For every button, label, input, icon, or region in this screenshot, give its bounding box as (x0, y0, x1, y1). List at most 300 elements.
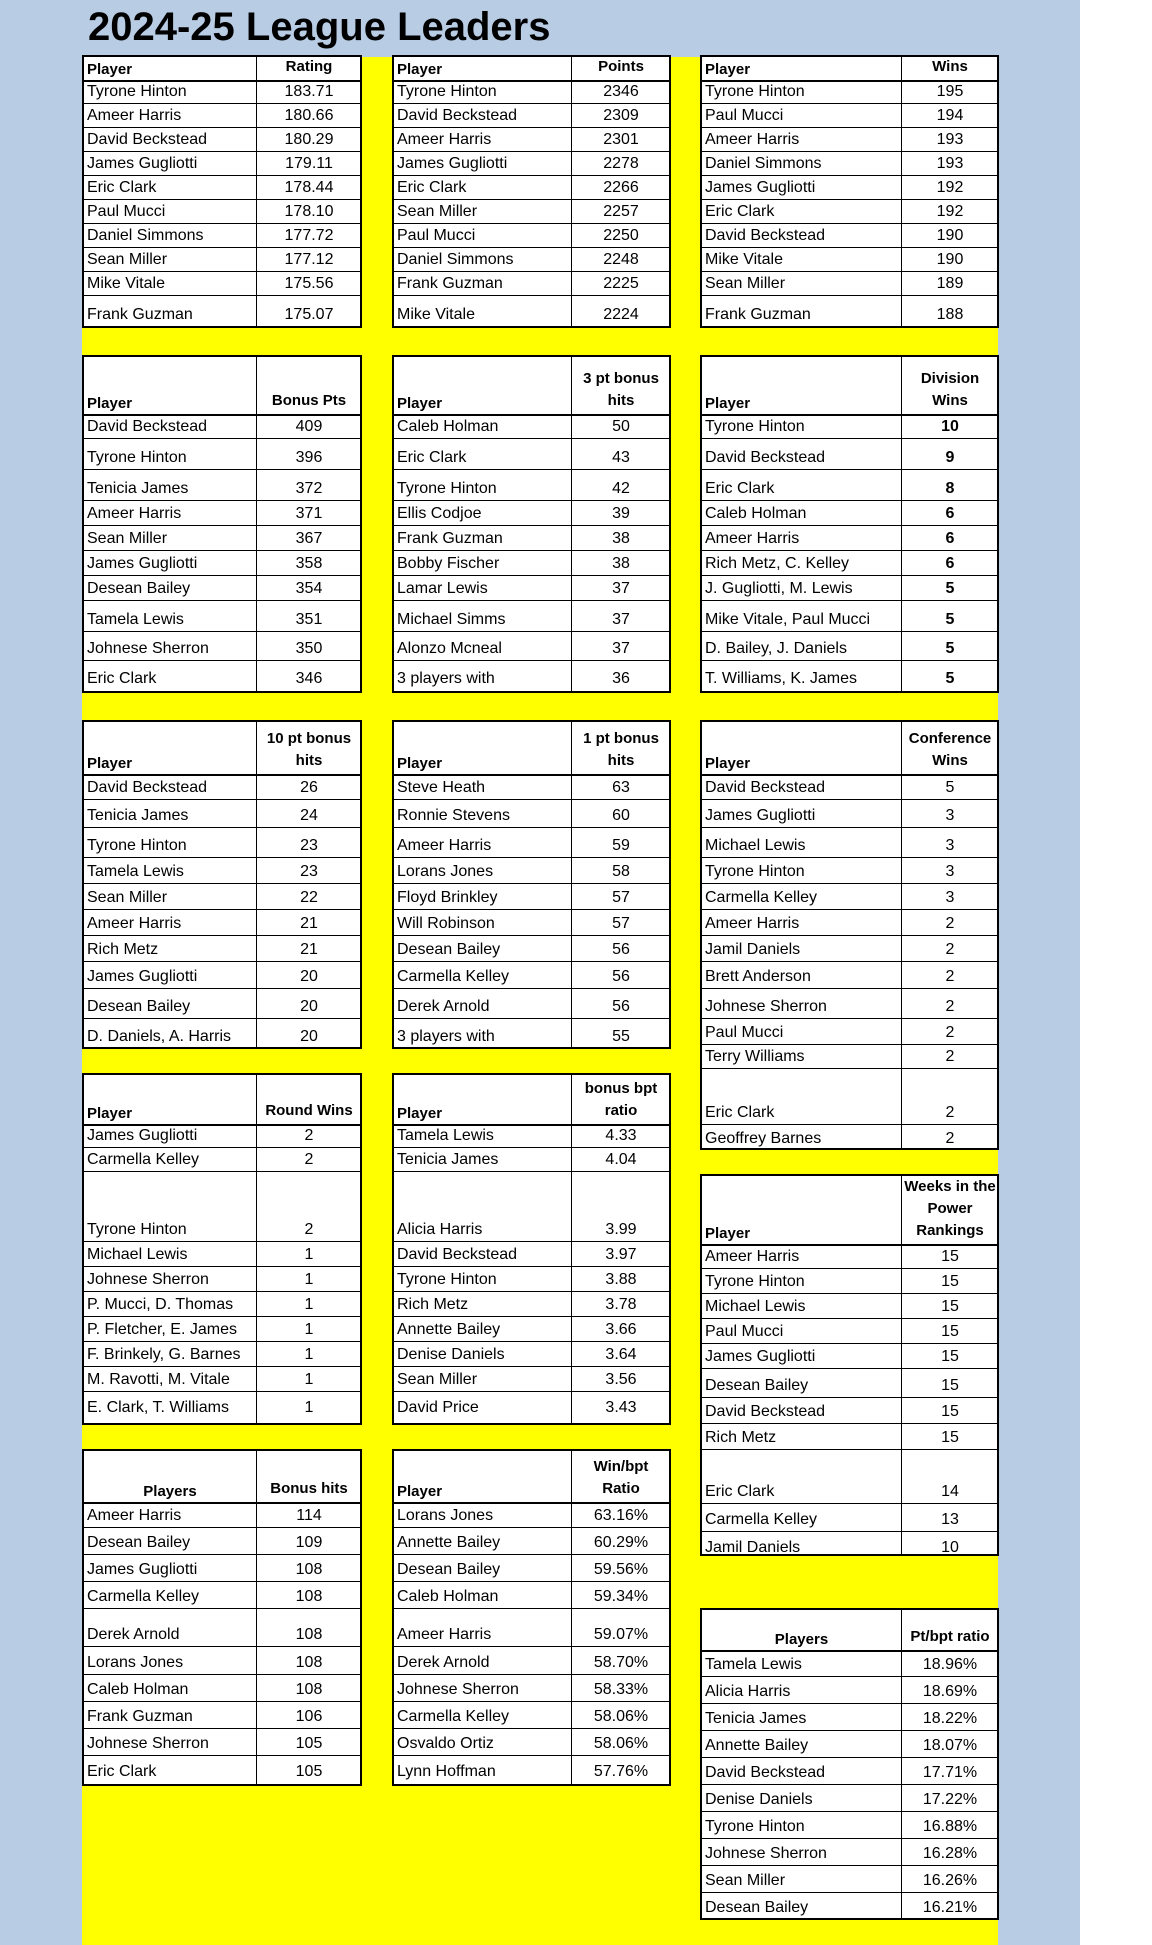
player-cell: Jamil Daniels (705, 941, 801, 958)
header-player: Players (774, 1631, 829, 1648)
value-cell: 108 (295, 1588, 323, 1605)
header-player: Player (87, 395, 133, 412)
player-cell: Tenicia James (87, 480, 189, 497)
value-cell: 10 (941, 418, 959, 435)
player-cell: Paul Mucci (705, 1323, 784, 1340)
table-row (702, 470, 997, 501)
table-row (702, 414, 997, 439)
table-header (702, 1176, 997, 1246)
table-row (702, 800, 997, 828)
player-cell: Carmella Kelley (87, 1151, 200, 1168)
player-cell: Ameer Harris (397, 1626, 492, 1643)
value-cell: 106 (295, 1708, 323, 1725)
header-value: Rating (285, 58, 333, 75)
table-ten-pt (82, 720, 362, 1049)
header-value: 10 pt bonus hits (266, 730, 352, 769)
table-row (702, 551, 997, 576)
table-row (84, 1367, 360, 1392)
table-round-wins (82, 1073, 362, 1425)
player-cell: Daniel Simmons (87, 227, 204, 244)
table-row (702, 858, 997, 884)
table-row (84, 1342, 360, 1367)
player-cell: Geoffrey Barnes (705, 1130, 822, 1147)
value-cell: 16.88% (922, 1818, 978, 1835)
table-row (84, 1555, 360, 1582)
value-cell: 5 (945, 670, 955, 687)
table-row (84, 1242, 360, 1267)
value-cell: 23 (300, 837, 318, 854)
table-row (84, 1528, 360, 1555)
player-cell: Tyrone Hinton (87, 449, 187, 466)
player-cell: Eric Clark (705, 1483, 775, 1500)
table-row (702, 80, 997, 104)
value-cell: 192 (936, 203, 964, 220)
value-cell: 2 (304, 1127, 314, 1144)
table-row (84, 1756, 360, 1783)
table-header (84, 722, 360, 776)
page-title: 2024-25 League Leaders (88, 5, 551, 49)
player-cell: David Beckstead (87, 131, 208, 148)
table-bonus-pts (82, 355, 362, 693)
player-cell: Caleb Holman (397, 1588, 499, 1605)
value-cell: 21 (300, 915, 318, 932)
player-cell: J. Gugliotti, M. Lewis (705, 580, 853, 597)
table-row (394, 1317, 669, 1342)
value-cell: 396 (295, 449, 323, 466)
table-row (394, 1267, 669, 1292)
player-cell: Johnese Sherron (87, 1735, 209, 1752)
header-player: Players (143, 1483, 197, 1500)
player-cell: Lorans Jones (397, 1507, 494, 1524)
table-row (394, 1242, 669, 1267)
player-cell: James Gugliotti (705, 179, 816, 196)
player-cell: P. Mucci, D. Thomas (87, 1296, 234, 1313)
player-cell: Annette Bailey (397, 1534, 501, 1551)
value-cell: 20 (300, 998, 318, 1015)
table-row (702, 1866, 997, 1893)
value-cell: 56 (612, 998, 630, 1015)
header-player: Player (705, 755, 751, 772)
table-wins (700, 55, 999, 328)
value-cell: 60.29% (593, 1534, 649, 1551)
player-cell: Lamar Lewis (397, 580, 488, 597)
player-cell: Ameer Harris (705, 131, 800, 148)
table-row (394, 296, 669, 326)
player-cell: Paul Mucci (397, 227, 476, 244)
player-cell: Mike Vitale (397, 306, 475, 323)
table-row (394, 1342, 669, 1367)
player-cell: Floyd Brinkley (397, 889, 498, 906)
value-cell: 5 (945, 640, 955, 657)
player-cell: Tyrone Hinton (397, 480, 497, 497)
player-cell: Derek Arnold (397, 1654, 490, 1671)
table-row (84, 80, 360, 104)
value-cell: 3.78 (605, 1296, 637, 1313)
player-cell: Derek Arnold (87, 1626, 180, 1643)
table-row (84, 1647, 360, 1675)
value-cell: 50 (612, 418, 630, 435)
table-row (702, 1069, 997, 1125)
player-cell: Eric Clark (705, 480, 775, 497)
table-row (702, 1269, 997, 1294)
player-cell: Frank Guzman (705, 306, 811, 323)
player-cell: Steve Heath (397, 779, 486, 796)
value-cell: 4.33 (605, 1127, 637, 1144)
table-row (702, 989, 997, 1019)
player-cell: Bobby Fischer (397, 555, 500, 572)
player-cell: Annette Bailey (397, 1321, 501, 1338)
player-cell: Mike Vitale, Paul Mucci (705, 611, 871, 628)
value-cell: 37 (612, 640, 630, 657)
player-cell: Carmella Kelley (705, 889, 818, 906)
table-row (394, 224, 669, 248)
player-cell: Tyrone Hinton (705, 863, 805, 880)
player-cell: Mike Vitale (87, 275, 165, 292)
player-cell: Desean Bailey (397, 941, 501, 958)
value-cell: 105 (295, 1735, 323, 1752)
player-cell: Frank Guzman (87, 1708, 193, 1725)
value-cell: 189 (936, 275, 964, 292)
player-cell: Ellis Codjoe (397, 505, 482, 522)
header-value: Division Wins (920, 370, 980, 409)
player-cell: David Beckstead (397, 107, 518, 124)
value-cell: 16.21% (922, 1899, 978, 1916)
player-cell: Derek Arnold (397, 998, 490, 1015)
player-cell: Eric Clark (705, 1104, 775, 1121)
table-row (702, 1504, 997, 1532)
table-row (394, 526, 669, 551)
table-row (702, 104, 997, 128)
value-cell: 190 (936, 251, 964, 268)
table-row (84, 1317, 360, 1342)
table-row (702, 962, 997, 989)
player-cell: Terry Williams (705, 1048, 805, 1065)
header-player: Player (397, 395, 443, 412)
player-cell: Tenicia James (87, 807, 189, 824)
player-cell: Tenicia James (397, 1151, 499, 1168)
value-cell: 4.04 (605, 1151, 637, 1168)
player-cell: Michael Lewis (705, 837, 806, 854)
player-cell: Tyrone Hinton (705, 1273, 805, 1290)
value-cell: 194 (936, 107, 964, 124)
value-cell: 2346 (603, 83, 639, 100)
player-cell: Eric Clark (87, 670, 157, 687)
header-player: Player (87, 755, 133, 772)
player-cell: James Gugliotti (87, 968, 198, 985)
value-cell: 14 (941, 1483, 959, 1500)
value-cell: 6 (945, 530, 955, 547)
header-player: Player (397, 61, 443, 78)
table-three-pt (392, 355, 671, 693)
value-cell: 6 (945, 505, 955, 522)
header-player: Player (397, 1105, 443, 1122)
table-header (84, 1075, 360, 1126)
player-cell: Paul Mucci (87, 203, 166, 220)
value-cell: 5 (945, 580, 955, 597)
value-cell: 18.69% (922, 1683, 978, 1700)
player-cell: Tamela Lewis (397, 1127, 494, 1144)
table-row (394, 576, 669, 601)
player-cell: Frank Guzman (87, 306, 193, 323)
table-row (702, 576, 997, 601)
table-row (702, 1045, 997, 1069)
table-row (702, 1650, 997, 1677)
right-margin-strip (998, 0, 1080, 1945)
value-cell: 5 (945, 779, 955, 796)
table-row (84, 248, 360, 272)
table-row (702, 1758, 997, 1785)
table-row (702, 1125, 997, 1150)
player-cell: Desean Bailey (87, 998, 191, 1015)
value-cell: 15 (941, 1273, 959, 1290)
header-value: Bonus hits (270, 1480, 348, 1497)
player-cell: 3 players with (397, 670, 495, 687)
table-points (392, 55, 671, 328)
player-cell: P. Fletcher, E. James (87, 1321, 237, 1338)
player-cell: David Beckstead (705, 1764, 826, 1781)
player-cell: Paul Mucci (705, 1024, 784, 1041)
table-row (394, 176, 669, 200)
player-cell: Tyrone Hinton (87, 837, 187, 854)
table-row (702, 526, 997, 551)
player-cell: Ameer Harris (87, 107, 182, 124)
player-cell: Alicia Harris (705, 1683, 791, 1700)
value-cell: 24 (300, 807, 318, 824)
player-cell: Desean Bailey (705, 1377, 809, 1394)
table-header (394, 357, 669, 416)
table-row (394, 800, 669, 828)
player-cell: Eric Clark (87, 1763, 157, 1780)
table-row (394, 661, 669, 690)
player-cell: Ameer Harris (705, 530, 800, 547)
player-cell: James Gugliotti (705, 807, 816, 824)
table-row (702, 910, 997, 936)
table-row (394, 1124, 669, 1148)
player-cell: Ameer Harris (87, 915, 182, 932)
player-cell: T. Williams, K. James (705, 670, 858, 687)
player-cell: Rich Metz (87, 941, 159, 958)
table-row (702, 1812, 997, 1839)
value-cell: 1 (304, 1399, 314, 1416)
value-cell: 2 (945, 1048, 955, 1065)
value-cell: 105 (295, 1763, 323, 1780)
player-cell: Paul Mucci (705, 107, 784, 124)
table-row (702, 936, 997, 962)
player-cell: Tyrone Hinton (705, 83, 805, 100)
player-cell: Rich Metz, C. Kelley (705, 555, 850, 572)
value-cell: 3.43 (605, 1399, 637, 1416)
value-cell: 57 (612, 889, 630, 906)
value-cell: 15 (941, 1248, 959, 1265)
player-cell: James Gugliotti (87, 555, 198, 572)
value-cell: 371 (295, 505, 323, 522)
header-value: Weeks in the Power Rankings (904, 1178, 996, 1239)
player-cell: Lorans Jones (397, 863, 494, 880)
header-value: Wins (932, 58, 968, 75)
table-row (702, 1677, 997, 1704)
player-cell: Mike Vitale (705, 251, 783, 268)
value-cell: 2 (304, 1151, 314, 1168)
player-cell: D. Bailey, J. Daniels (705, 640, 847, 657)
value-cell: 2225 (603, 275, 639, 292)
table-row (84, 884, 360, 910)
value-cell: 2248 (603, 251, 639, 268)
table-row (84, 1702, 360, 1729)
header-value: bonus bpt ratio (584, 1080, 658, 1119)
value-cell: 190 (936, 227, 964, 244)
table-row (84, 1267, 360, 1292)
value-cell: 2 (945, 915, 955, 932)
player-cell: Caleb Holman (397, 418, 499, 435)
player-cell: Sean Miller (87, 251, 168, 268)
table-row (702, 632, 997, 661)
player-cell: Johnese Sherron (705, 1845, 827, 1862)
header-value: Pt/bpt ratio (910, 1628, 990, 1645)
table-row (394, 1756, 669, 1783)
value-cell: 1 (304, 1346, 314, 1363)
player-cell: Desean Bailey (705, 1899, 809, 1916)
header-player: Player (397, 755, 443, 772)
value-cell: 38 (612, 555, 630, 572)
player-cell: David Beckstead (397, 1246, 518, 1263)
value-cell: 22 (300, 889, 318, 906)
table-row (84, 828, 360, 858)
value-cell: 21 (300, 941, 318, 958)
table-row (394, 551, 669, 576)
table-row (394, 828, 669, 858)
player-cell: Johnese Sherron (397, 1681, 519, 1698)
value-cell: 3.56 (605, 1371, 637, 1388)
value-cell: 63.16% (593, 1507, 649, 1524)
table-row (702, 1532, 997, 1559)
value-cell: 42 (612, 480, 630, 497)
table-power-rankings (700, 1174, 999, 1556)
value-cell: 9 (945, 449, 955, 466)
value-cell: 59.56% (593, 1561, 649, 1578)
value-cell: 178.10 (284, 203, 334, 220)
table-row (84, 200, 360, 224)
table-division-wins (700, 355, 999, 693)
value-cell: 43 (612, 449, 630, 466)
value-cell: 2266 (603, 179, 639, 196)
player-cell: Ameer Harris (397, 837, 492, 854)
value-cell: 8 (945, 480, 955, 497)
left-margin-strip (0, 0, 82, 1945)
table-row (84, 1729, 360, 1756)
table-row (394, 248, 669, 272)
table-row (702, 1893, 997, 1919)
table-row (84, 128, 360, 152)
value-cell: 15 (941, 1323, 959, 1340)
value-cell: 58.06% (593, 1708, 649, 1725)
value-cell: 59 (612, 837, 630, 854)
table-row (394, 1172, 669, 1242)
table-row (394, 1392, 669, 1419)
player-cell: Desean Bailey (397, 1561, 501, 1578)
table-row (702, 501, 997, 526)
player-cell: Michael Lewis (705, 1298, 806, 1315)
table-row (84, 1609, 360, 1647)
table-pt-bpt (700, 1608, 999, 1920)
value-cell: 183.71 (284, 83, 334, 100)
table-row (84, 1019, 360, 1048)
value-cell: 26 (300, 779, 318, 796)
value-cell: 2 (945, 998, 955, 1015)
table-row (702, 296, 997, 326)
value-cell: 2250 (603, 227, 639, 244)
player-cell: Michael Lewis (87, 1246, 188, 1263)
header-player: Player (397, 1483, 443, 1500)
player-cell: Eric Clark (705, 203, 775, 220)
player-cell: Annette Bailey (705, 1737, 809, 1754)
table-row (394, 80, 669, 104)
value-cell: 59.07% (593, 1626, 649, 1643)
player-cell: David Beckstead (705, 227, 826, 244)
player-cell: Desean Bailey (87, 1534, 191, 1551)
value-cell: 3 (945, 863, 955, 880)
player-cell: Carmella Kelley (397, 968, 510, 985)
value-cell: 3.88 (605, 1271, 637, 1288)
header-player: Player (705, 1225, 751, 1242)
table-row (702, 828, 997, 858)
table-header (702, 357, 997, 416)
player-cell: F. Brinkely, G. Barnes (87, 1346, 241, 1363)
value-cell: 3 (945, 807, 955, 824)
table-row (394, 774, 669, 800)
header-player: Player (705, 395, 751, 412)
table-row (84, 661, 360, 690)
table-row (702, 152, 997, 176)
table-row (84, 104, 360, 128)
table-row (84, 576, 360, 601)
player-cell: Frank Guzman (397, 530, 503, 547)
value-cell: 180.66 (284, 107, 334, 124)
value-cell: 372 (295, 480, 323, 497)
value-cell: 17.71% (922, 1764, 978, 1781)
value-cell: 13 (941, 1511, 959, 1528)
player-cell: Denise Daniels (705, 1791, 813, 1808)
table-row (84, 1502, 360, 1528)
table-row (394, 501, 669, 526)
player-cell: Tyrone Hinton (87, 83, 187, 100)
table-row (702, 1424, 997, 1450)
table-row (84, 176, 360, 200)
player-cell: David Beckstead (705, 779, 826, 796)
player-cell: Desean Bailey (87, 580, 191, 597)
value-cell: 18.07% (922, 1737, 978, 1754)
value-cell: 108 (295, 1654, 323, 1671)
value-cell: 2 (945, 1024, 955, 1041)
table-header (394, 1075, 669, 1126)
table-row (394, 104, 669, 128)
table-row (84, 551, 360, 576)
table-row (394, 989, 669, 1019)
table-header (84, 1451, 360, 1504)
value-cell: 15 (941, 1377, 959, 1394)
table-row (702, 176, 997, 200)
value-cell: 175.56 (284, 275, 334, 292)
table-row (702, 774, 997, 800)
table-row (394, 272, 669, 296)
value-cell: 367 (295, 530, 323, 547)
table-row (702, 248, 997, 272)
table-header (394, 1451, 669, 1504)
table-row (702, 1344, 997, 1369)
table-row (84, 1675, 360, 1702)
value-cell: 108 (295, 1561, 323, 1578)
player-cell: Brett Anderson (705, 968, 811, 985)
table-row (394, 128, 669, 152)
